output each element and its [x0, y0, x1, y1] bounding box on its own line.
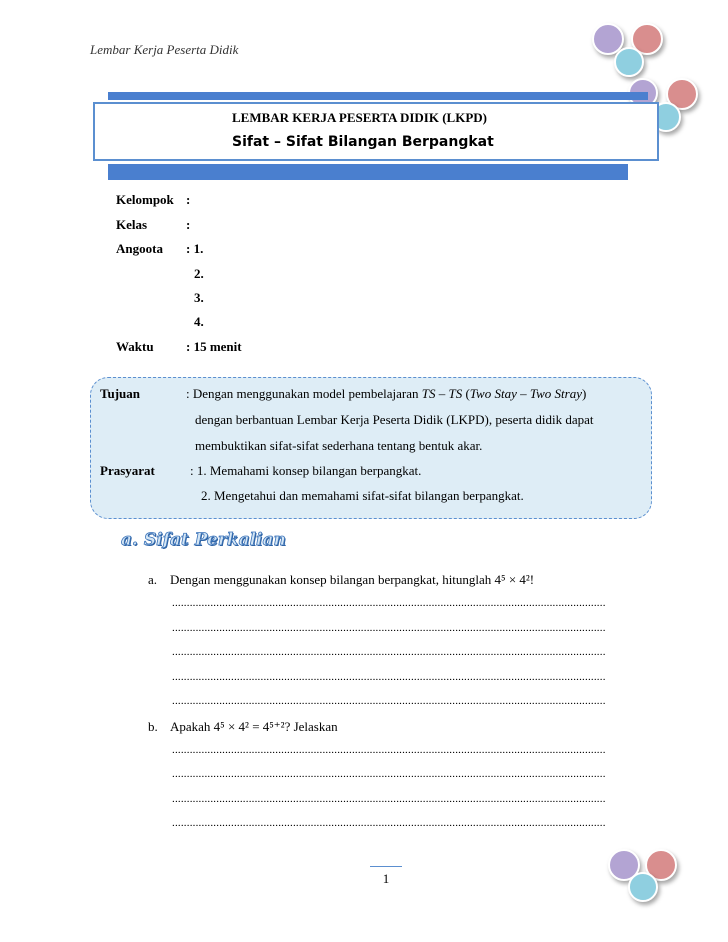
answer-line-a1[interactable]: ...................................................................................................................................................	[172, 597, 606, 609]
anggota-item-3: 3.	[194, 290, 204, 305]
answer-line-a3[interactable]: ...................................................................................................................................................	[172, 646, 606, 658]
tujuan-line-1: : Dengan menggunakan model pembelajaran TS – TS (Two Stay – Two Stray)	[186, 386, 587, 401]
title-accent-bar-top	[108, 92, 648, 100]
question-a-text: Dengan menggunakan konsep bilangan berpangkat, hitunglah 4⁵ × 4²!	[170, 572, 535, 587]
answer-line-b1[interactable]: ...................................................................................................................................................	[172, 744, 606, 756]
kelompok-label: Kelompok	[116, 192, 174, 207]
tujuan-line-2: dengan berbantuan Lembar Kerja Peserta Didik (LKPD), peserta didik dapat	[195, 412, 594, 427]
anggota-item-2: 2.	[194, 266, 204, 281]
running-header: Lembar Kerja Peserta Didik	[90, 42, 239, 57]
answer-line-b2[interactable]: ...................................................................................................................................................	[172, 768, 606, 780]
document-subtitle: Sifat – Sifat Bilangan Berpangkat	[232, 134, 494, 150]
prasyarat-label: Prasyarat	[100, 463, 155, 478]
kelas-separator: :	[186, 217, 191, 232]
answer-line-b3[interactable]: ...................................................................................................................................................	[172, 793, 606, 805]
question-b-text: Apakah 4⁵ × 4² = 4⁵⁺²? Jelaskan	[170, 719, 338, 734]
kelompok-separator: :	[186, 192, 191, 207]
question-b-label: b.	[148, 719, 158, 734]
answer-line-a4[interactable]: ...................................................................................................................................................	[172, 671, 606, 683]
tujuan-line-3: membuktikan sifat-sifat sederhana tentang bentuk akar.	[195, 438, 483, 453]
document-title: LEMBAR KERJA PESERTA DIDIK (LKPD)	[232, 110, 487, 125]
tujuan-label: Tujuan	[100, 386, 140, 401]
title-accent-bar-bottom	[108, 164, 628, 180]
answer-line-a5[interactable]: ...................................................................................................................................................	[172, 695, 606, 707]
answer-line-b4[interactable]: ...................................................................................................................................................	[172, 817, 606, 829]
question-a-label: a.	[148, 572, 158, 587]
section-title: a. Sifat Perkalian	[121, 530, 286, 550]
anggota-item-4: 4.	[194, 314, 204, 329]
waktu-value: : 15 menit	[186, 339, 242, 354]
anggota-label: Angoota	[116, 241, 163, 256]
waktu-label: Waktu	[116, 339, 154, 354]
anggota-item-1: : 1.	[186, 241, 204, 256]
page-number: 1	[370, 866, 402, 887]
answer-line-a2[interactable]: ...................................................................................................................................................	[172, 622, 606, 634]
kelas-label: Kelas	[116, 217, 148, 232]
prasyarat-line-1: : 1. Memahami konsep bilangan berpangkat.	[190, 463, 422, 478]
prasyarat-line-2: 2. Mengetahui dan memahami sifat-sifat bilangan berpangkat.	[201, 488, 524, 503]
